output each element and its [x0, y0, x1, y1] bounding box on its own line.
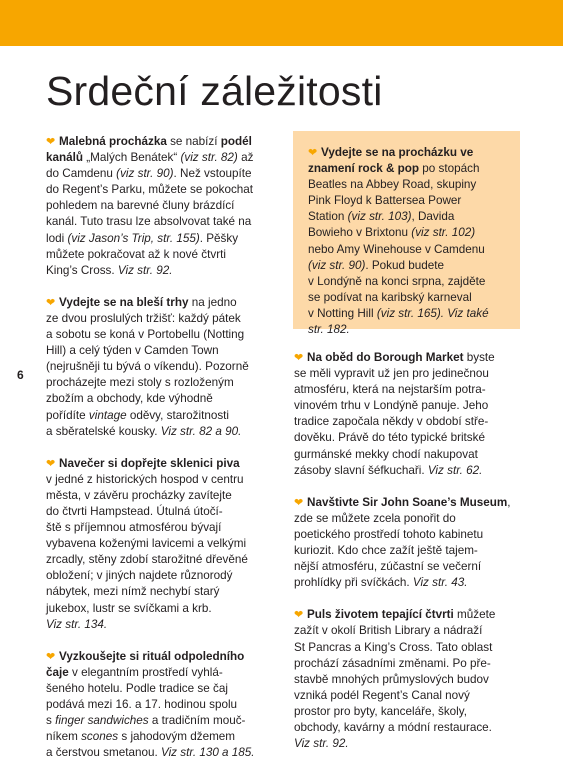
text-line [294, 607, 520, 623]
text-run: jukebox, lustr se svíčkami a krb. [46, 601, 212, 615]
heading-run: Vydejte se na bleší trhy [59, 295, 189, 309]
text-run: Hill) a celý týden v Camden Town [46, 344, 219, 358]
text-line [308, 258, 504, 274]
text-run: ště s příjemnou atmosférou bývají [46, 521, 222, 535]
text-run: vzniká podél Regent’s Canal nový [294, 688, 470, 702]
text-run: a tradičním mouč- [148, 714, 246, 728]
text-line [294, 511, 520, 527]
text-line [294, 623, 520, 639]
text-line [46, 488, 274, 504]
text-run: byste [463, 351, 495, 364]
text-line [46, 198, 274, 214]
text-run: ze dvou proslulých tržišť: každý pátek [46, 311, 241, 325]
text-run: se nabízí [166, 135, 221, 148]
page-reference: (viz str. 165). Viz také [376, 306, 489, 320]
heading-run: Puls životem tepající čtvrti [307, 608, 454, 622]
text-line [46, 504, 274, 520]
page-reference: scones [81, 730, 119, 744]
text-line [308, 242, 504, 258]
text-run: v jedné z historických hospod v centru [46, 472, 244, 486]
text-run: v Notting Hill [308, 306, 377, 320]
heart-icon: ❤ [46, 457, 56, 470]
text-line [46, 134, 274, 150]
page-reference: Viz str. 62. [427, 463, 483, 477]
text-run: Station [308, 210, 348, 224]
text-line [294, 430, 520, 446]
page-reference: finger sandwiches [55, 714, 149, 728]
text-line [294, 672, 520, 688]
text-run: až [237, 151, 254, 165]
text-run: . Než vstoupíte [173, 167, 252, 181]
text-run: a čerstvou smetanou. [46, 746, 161, 760]
heart-icon: ❤ [294, 352, 304, 364]
page-reference: Viz str. 92. [117, 263, 173, 277]
page-reference: Viz str. 134. [46, 617, 108, 631]
text-line [308, 290, 504, 306]
heading-run: Na oběd do Borough Market [307, 351, 464, 364]
text-line [294, 447, 520, 463]
text-line [46, 375, 274, 391]
text-line [46, 424, 274, 440]
text-run: Beatles na Abbey Road, skupiny [308, 178, 477, 192]
text-line [308, 306, 504, 322]
text-run: vybavena koženými lavicemi a velkými [46, 537, 247, 551]
text-line [294, 350, 520, 366]
text-line [308, 145, 504, 161]
tip-paragraph [294, 495, 520, 592]
text-run: a sběratelské kousky. [46, 424, 161, 438]
text-line [46, 665, 274, 681]
text-line [46, 617, 274, 633]
page-reference: (viz str. 90) [116, 167, 174, 181]
tip-paragraph [46, 134, 274, 279]
text-line [46, 295, 274, 311]
text-line [294, 495, 520, 511]
text-line [46, 166, 274, 182]
tip-paragraph [294, 607, 520, 752]
tip-paragraph [46, 649, 274, 762]
text-run: na jedno [188, 295, 237, 309]
page-reference: Viz str. 92. [294, 737, 349, 751]
text-run: „Malých Benátek“ [83, 151, 181, 165]
text-run: se měli vypravit už jen pro jedinečnou [294, 367, 489, 381]
text-run: můžete [453, 608, 496, 622]
text-line [46, 552, 274, 568]
page-reference: Viz str. 130 a 185. [161, 746, 255, 760]
heading-run: Vyzkoušejte si rituál odpoledního [59, 649, 245, 663]
tip-paragraph [294, 350, 520, 479]
text-line [308, 274, 504, 290]
text-line [46, 263, 274, 279]
text-run: do Regent’s Parku, můžete se pokochat [46, 183, 254, 197]
page-reference: vintage [88, 408, 127, 422]
heart-icon: ❤ [294, 496, 304, 509]
text-run: vinovém trhu v Londýně panuje. Jeho [294, 399, 489, 413]
text-line [294, 543, 520, 559]
text-line [294, 688, 520, 704]
page-reference: (viz str. 103) [347, 210, 412, 224]
text-run: do Camdenu [46, 167, 117, 181]
text-line [294, 527, 520, 543]
text-line [308, 322, 504, 338]
page-reference: str. 182. [308, 323, 350, 337]
text-run: níkem [46, 730, 82, 744]
text-run: pohledem na barevné čluny brázdící [46, 199, 235, 213]
heart-icon: ❤ [46, 136, 56, 148]
heading-run: čaje [46, 665, 69, 679]
tip-paragraph [308, 145, 504, 338]
text-run: prostor pro byty, kanceláře, školy, [294, 704, 467, 718]
text-run: kuriozit. Kdo chce zažít ještě tajem- [294, 544, 478, 558]
text-line [46, 182, 274, 198]
text-line [46, 247, 274, 263]
text-line [46, 359, 274, 375]
text-run: v Londýně na konci srpna, zajděte [308, 274, 486, 288]
text-run: zásoby slavní šéfkuchaři. [294, 463, 428, 477]
text-line [294, 575, 520, 591]
text-line [294, 704, 520, 720]
text-run: atmosféru, která na nejstarším potra- [294, 383, 486, 397]
text-run: dověku. Právě do této typické britské [294, 431, 485, 445]
page-number: 6 [17, 368, 24, 382]
text-line [308, 177, 504, 193]
text-run: zde se můžete zcela ponořit do [294, 511, 456, 525]
text-line [294, 382, 520, 398]
text-line [308, 193, 504, 209]
tip-paragraph [46, 456, 274, 633]
text-run: King’s Cross. [46, 263, 118, 277]
page-reference: (viz str. 102) [411, 226, 476, 240]
heading-run: Vydejte se na procházku ve [321, 146, 474, 159]
text-run: oděvy, starožitnosti [126, 408, 230, 422]
text-line [308, 225, 504, 241]
page-title: Srdeční záležitosti [46, 68, 383, 114]
text-run: podává mezi 16. a 17. hodinou spolu [46, 698, 238, 711]
page-reference: (viz Jason’s Trip, str. 155) [67, 231, 200, 245]
heading-run: podél [220, 135, 252, 148]
text-run: a sobotu se koná v Portobellu (Notting [46, 328, 245, 342]
text-line [46, 343, 274, 359]
text-line [294, 720, 520, 736]
text-run: s [46, 714, 56, 728]
text-line [46, 231, 274, 247]
heading-run: Navštivte Sir John Soane’s Museum [307, 495, 508, 509]
text-run: prohlídky při svíčkách. [294, 576, 413, 590]
text-line [46, 214, 274, 230]
heading-run: Navečer si dopřejte sklenici piva [59, 456, 240, 470]
text-run: (nejrušněji tu bývá o víkendu). Pozorně [46, 360, 249, 374]
text-run: se podívat na karibský karneval [308, 290, 472, 304]
text-line [46, 729, 274, 745]
text-line [46, 327, 274, 343]
text-line [46, 520, 274, 536]
text-line [294, 414, 520, 430]
text-run: zažít v okolí British Library a nádraží [294, 624, 483, 638]
text-line [294, 463, 520, 479]
text-run: zrcadly, stěny zdobí starožitné dřevěné [46, 553, 248, 567]
text-run: gurmánské mekky chodí nakupovat [294, 447, 478, 461]
tip-paragraph [46, 295, 274, 440]
text-line [46, 584, 274, 600]
heading-run: kanálů [46, 151, 84, 165]
text-line [294, 559, 520, 575]
text-run: do čtvrti Hampstead. Útulná útočí- [46, 504, 223, 518]
text-run: kanál. Tuto trasu lze absolvovat také na [46, 215, 252, 229]
page-reference: (viz str. 82) [180, 151, 238, 165]
text-line [294, 366, 520, 382]
top-accent-bar [0, 0, 563, 46]
text-run: tradice započala někdy v období stře- [294, 415, 489, 429]
highlight-box-text [308, 145, 504, 354]
text-line [294, 656, 520, 672]
text-line [46, 311, 274, 327]
left-column [46, 134, 274, 777]
text-run: s jahodovým džemem [118, 730, 236, 744]
text-run: . Pokud budete [365, 258, 444, 272]
text-line [46, 697, 274, 713]
text-run: stavbě mnohých průmyslových budov [294, 672, 489, 686]
text-run: můžete pokračovat až k nové čtvrti [46, 247, 226, 261]
heart-icon: ❤ [294, 609, 304, 622]
text-run: nábytek, mezi nímž nechybí starý [46, 585, 220, 599]
heart-icon: ❤ [46, 650, 56, 663]
heading-run: znamení rock & pop [308, 162, 420, 176]
text-run: pořídíte [46, 408, 89, 422]
text-run: prochází zásadními změnami. Po pře- [294, 656, 491, 670]
page-reference: Viz str. 82 a 90. [160, 424, 242, 438]
text-line [46, 408, 274, 424]
text-run: obložení; v jiných najdete různorodý [46, 569, 233, 583]
text-line [46, 456, 274, 472]
text-run: nější atmosféru, zúčastní se večerní [294, 560, 482, 574]
page-reference: Viz str. 43. [412, 576, 468, 590]
text-line [294, 398, 520, 414]
text-run: obchody, kavárny a módní restaurace. [294, 720, 492, 734]
text-run: v elegantním prostředí vyhlá- [68, 665, 223, 679]
text-run: Bowieho v Brixtonu [308, 226, 412, 240]
text-line [46, 536, 274, 552]
heading-run: Malebná procházka [59, 135, 167, 148]
text-line [46, 391, 274, 407]
text-line [308, 161, 504, 177]
heart-icon: ❤ [46, 296, 56, 309]
text-run: nebo Amy Winehouse v Camdenu [308, 242, 485, 256]
text-run: po stopách [419, 162, 480, 176]
text-run: . Pěšky [199, 231, 239, 245]
heart-icon: ❤ [308, 147, 318, 159]
text-run: šeného hotelu. Podle tradice se čaj [46, 681, 228, 695]
text-run: , [507, 495, 511, 509]
text-line [46, 150, 274, 166]
text-line [294, 640, 520, 656]
text-line [46, 601, 274, 617]
text-line [46, 713, 274, 729]
right-column [294, 350, 520, 768]
text-run: města, v závěru procházky zavítejte [46, 488, 232, 502]
text-line [46, 681, 274, 697]
page-reference: (viz str. 90) [308, 258, 366, 272]
text-line [46, 745, 274, 761]
text-run: procházejte mezi stoly s rozloženým [46, 376, 234, 390]
text-run: lodi [46, 231, 68, 245]
text-run: , Davida [411, 210, 455, 224]
text-run: zbožím a obchody, kde výhodně [46, 392, 213, 406]
text-line [46, 472, 274, 488]
text-run: Pink Floyd k Battersea Power [308, 194, 462, 208]
text-line [46, 568, 274, 584]
text-run: poetického prostředí tohoto kabinetu [294, 527, 484, 541]
text-line [46, 649, 274, 665]
text-line [308, 209, 504, 225]
text-run: St Pancras a King’s Cross. Tato oblast [294, 640, 493, 654]
